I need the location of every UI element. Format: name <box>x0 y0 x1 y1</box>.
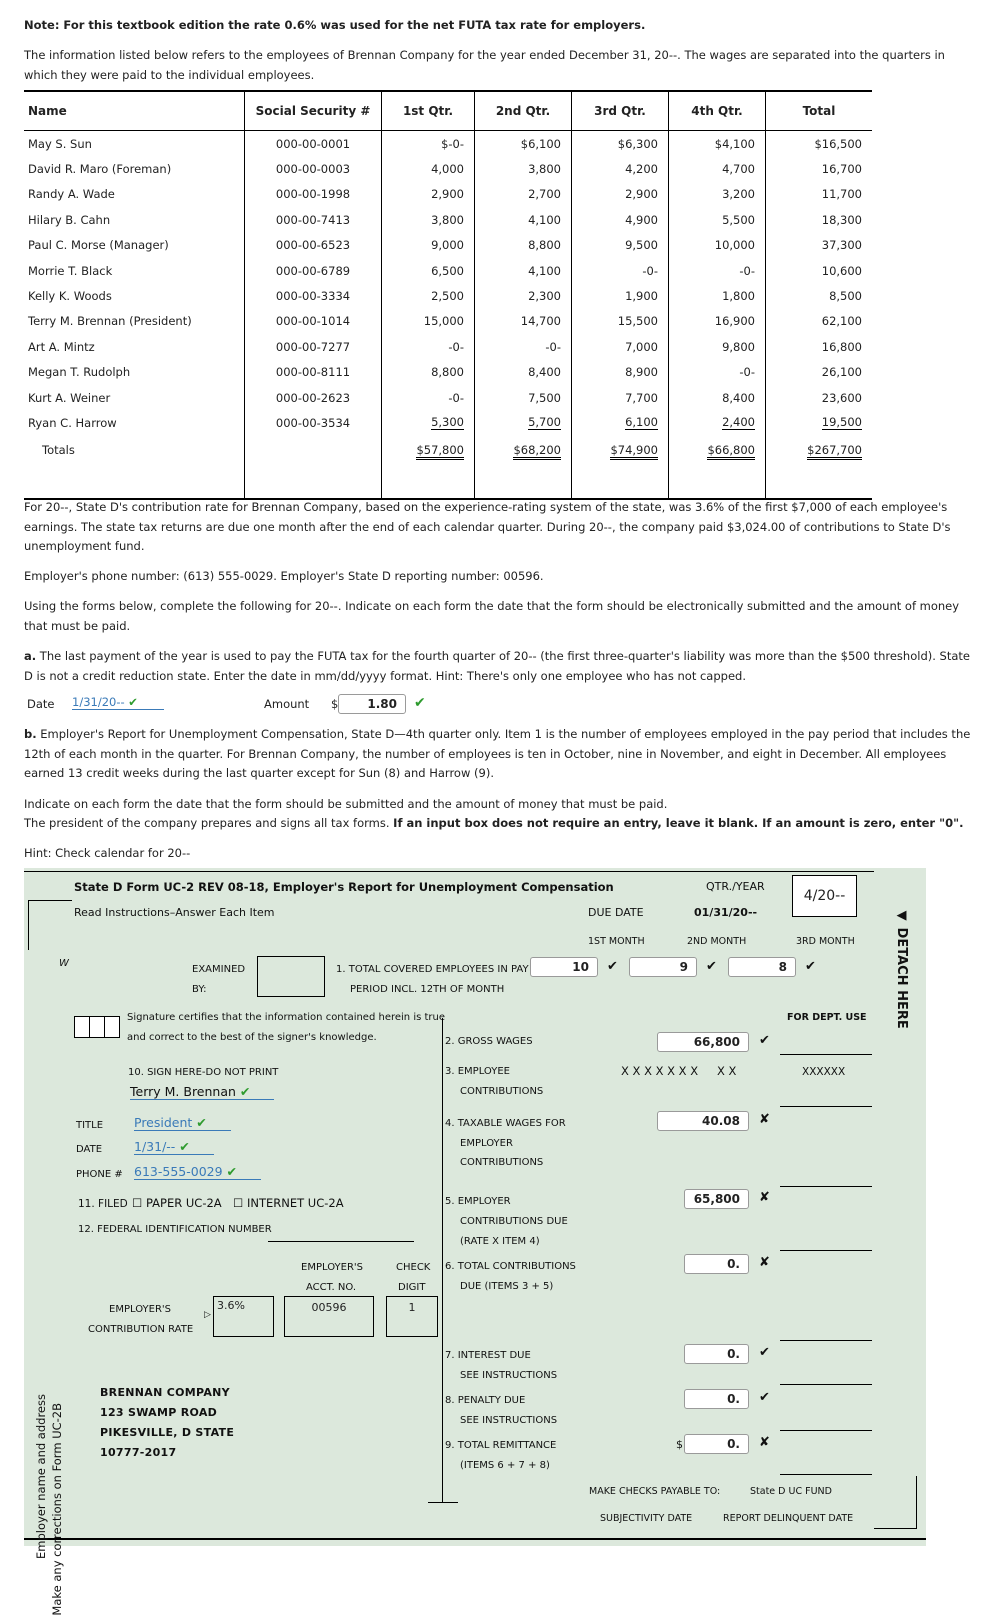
totals-value: $68,200 <box>513 443 561 460</box>
table-cell: 000-00-3534 <box>245 410 382 435</box>
part-a-date-field[interactable] <box>72 695 164 710</box>
remittance-dollar: $ <box>676 1438 683 1451</box>
rate-label-1: EMPLOYER'S <box>109 1304 171 1315</box>
totals-cell <box>572 436 669 464</box>
table-cell: 7,000 <box>572 334 669 359</box>
note-text: Note: For this textbook edition the rate 0.6% was used for the net FUTA tax rate for employers. <box>24 18 646 32</box>
signature-boxes <box>74 1016 120 1038</box>
table-cell: -0- <box>572 258 669 283</box>
item3-label: 3. EMPLOYEE <box>445 1066 510 1077</box>
table-cell: 10,600 <box>821 263 862 278</box>
table-cell: 9,500 <box>572 233 669 258</box>
table-cell: $6,300 <box>572 131 669 157</box>
item1-label: 1. TOTAL COVERED EMPLOYEES IN PAY <box>336 964 529 975</box>
taxable-wages-input[interactable]: 40.08 <box>657 1111 749 1131</box>
form-title: State D Form UC-2 REV 08-18, Employer's Report for Unemployment Compensation <box>74 880 614 894</box>
table-cell: -0- <box>669 360 766 385</box>
table-bottom-row <box>24 464 872 499</box>
totals-cell <box>475 436 572 464</box>
table-cell: 4,000 <box>382 156 475 181</box>
item8-label: 8. PENALTY DUE <box>445 1395 526 1406</box>
table-cell <box>766 464 873 499</box>
item1-sublabel: PERIOD INCL. 12TH OF MONTH <box>350 984 505 995</box>
examined-by-label: BY: <box>192 984 207 995</box>
table-cell: 11,700 <box>821 187 862 202</box>
part-a-dollar: $ <box>331 697 339 711</box>
table-cell: Ryan C. Harrow <box>24 410 245 435</box>
totals-value: $66,800 <box>707 443 755 460</box>
total-contributions-input[interactable]: 0. <box>684 1254 749 1274</box>
month-2-label: 2ND MONTH <box>687 936 747 947</box>
col-header-q3: 3rd Qtr. <box>572 91 669 131</box>
table-cell: 2,500 <box>382 283 475 308</box>
col-header-name: Name <box>24 91 245 131</box>
table-cell: 000-00-3334 <box>245 283 382 308</box>
blank-entry-instruction: If an input box does not require an entry, leave it blank. If an amount is zero, enter "0". <box>393 816 964 830</box>
check-icon: ✔ <box>196 1115 207 1130</box>
company-street: 123 SWAMP ROAD <box>100 1406 218 1419</box>
date-label: DATE <box>76 1144 103 1155</box>
date-field[interactable] <box>134 1139 214 1155</box>
table-cell: 000-00-2623 <box>245 385 382 410</box>
table-row <box>24 131 872 157</box>
title-label: TITLE <box>76 1120 104 1131</box>
table-cell: 000-00-6789 <box>245 258 382 283</box>
table-cell-value: 5,300 <box>431 415 464 430</box>
col-header-q2: 2nd Qtr. <box>475 91 572 131</box>
table-cell: Kurt A. Weiner <box>24 385 245 410</box>
due-date-label: DUE DATE <box>588 906 644 919</box>
part-b-text: Employer's Report for Unemployment Compensation, State D—4th quarter only. Item 1 is the number of employees employed in the pay period that includes the 12th of each month in the quarter. For Brennan Company, the number of employees is ten in October, nine in November, and eight in December. All employees earned 13 credit weeks during the last quarter except for Sun (8) and Harrow (9). <box>24 727 971 780</box>
state-rate-paragraph: For 20--, State D's contribution rate for Brennan Company, based on the experience-rating system of the state, was 3.6% of the first $7,000 of each employee's earnings. The state tax returns are due one month after the end of each calendar quarter. During 20--, the company paid $3,024.00 of contributions to State D's unemployment fund. <box>24 500 951 553</box>
pointer-icon: ▷ <box>204 1310 211 1320</box>
item6-sublabel: DUE (ITEMS 3 + 5) <box>460 1281 554 1292</box>
table-row <box>24 360 872 385</box>
contribution-rate-box: 3.6% <box>213 1296 274 1337</box>
employees-month-1-input[interactable]: 10 <box>530 957 598 977</box>
table-cell: 3,800 <box>382 207 475 232</box>
indicate-paragraph: Indicate on each form the date that the form should be submitted and the amount of money that must be paid. <box>24 797 668 811</box>
table-cell-value: 6,100 <box>625 415 658 430</box>
table-cell <box>766 410 873 435</box>
table-cell: 8,900 <box>572 360 669 385</box>
totals-value: $267,700 <box>807 443 862 460</box>
table-cell: 000-00-0001 <box>245 131 382 157</box>
table-cell: 37,300 <box>821 238 862 253</box>
signature-cert-line-2: and correct to the best of the signer's knowledge. <box>127 1032 377 1043</box>
table-cell-value: 19,500 <box>821 415 862 430</box>
table-cell: 000-00-7277 <box>245 334 382 359</box>
president-text: The president of the company prepares and signs all tax forms. <box>24 816 394 830</box>
check-icon: ✔ <box>759 1033 770 1048</box>
table-cell: Megan T. Rudolph <box>24 360 245 385</box>
item5-sublabel-1: CONTRIBUTIONS DUE <box>460 1216 568 1227</box>
table-row <box>24 258 872 283</box>
check-icon: ✔ <box>759 1390 770 1405</box>
item3-xs-2: X X <box>717 1064 737 1078</box>
part-a-date-label: Date <box>27 697 55 711</box>
table-cell: -0- <box>382 334 475 359</box>
table-cell <box>245 464 382 499</box>
item9-label: 9. TOTAL REMITTANCE <box>445 1440 557 1451</box>
table-cell: 15,500 <box>572 309 669 334</box>
table-cell-value: 2,400 <box>722 415 755 430</box>
phone-value: 613-555-0029 <box>134 1164 223 1179</box>
col-header-total: Total <box>766 91 873 131</box>
table-cell: 000-00-6523 <box>245 233 382 258</box>
table-row <box>24 283 872 308</box>
interest-due-input[interactable]: 0. <box>684 1344 749 1364</box>
table-cell: Terry M. Brennan (President) <box>24 309 245 334</box>
table-cell: 8,500 <box>829 289 862 304</box>
table-row <box>24 385 872 410</box>
part-a-amount-label: Amount <box>264 697 310 711</box>
table-cell: 4,200 <box>572 156 669 181</box>
table-cell: 16,700 <box>821 162 862 177</box>
table-cell <box>382 410 475 435</box>
signature-cert-line-1: Signature certifies that the information contained herein is true <box>127 1012 446 1023</box>
table-cell: 62,100 <box>821 314 862 329</box>
table-cell: 1,800 <box>669 283 766 308</box>
check-digit-label-1: CHECK <box>396 1262 431 1273</box>
table-cell: 23,600 <box>821 390 862 405</box>
check-icon: ✔ <box>179 1139 190 1154</box>
item8-sublabel: SEE INSTRUCTIONS <box>460 1415 558 1426</box>
item7-sublabel: SEE INSTRUCTIONS <box>460 1370 558 1381</box>
part-a-paragraph <box>24 647 974 686</box>
employees-month-3-input[interactable]: 8 <box>728 957 796 977</box>
table-cell: 8,800 <box>382 360 475 385</box>
table-cell: Hilary B. Cahn <box>24 207 245 232</box>
acct-label-2: ACCT. NO. <box>306 1282 357 1293</box>
table-cell: 2,300 <box>475 283 572 308</box>
col-header-ssn: Social Security # <box>245 91 382 131</box>
part-a-text: The last payment of the year is used to pay the FUTA tax for the fourth quarter of 20-- (the first three-quarter's liability was more than the $500 threshold). State D is not a credit reduction state. Enter the date in mm/dd/yyyy format. Hint: There's only one employee who has not capped. <box>24 649 970 683</box>
part-a-label: a. <box>24 649 37 663</box>
side-text-corrections: Make any corrections on Form UC-2B <box>50 1403 64 1616</box>
qtr-year-value: 4/20-- <box>792 875 857 917</box>
total-remittance-input[interactable]: 0. <box>684 1434 749 1454</box>
table-cell-value: 5,700 <box>528 415 561 430</box>
table-cell: -0- <box>382 385 475 410</box>
item3-xs-3: XXXXXX <box>802 1066 846 1078</box>
check-icon: ✔ <box>607 959 618 974</box>
table-cell: 6,500 <box>382 258 475 283</box>
x-icon: ✘ <box>759 1435 770 1450</box>
totals-label: Totals <box>24 436 245 464</box>
payable-value: State D UC FUND <box>750 1486 832 1497</box>
date-value: 1/31/-- <box>134 1139 176 1154</box>
item7-label: 7. INTEREST DUE <box>445 1350 531 1361</box>
check-icon: ✔ <box>706 959 717 974</box>
table-cell: 3,800 <box>475 156 572 181</box>
table-cell: Kelly K. Woods <box>24 283 245 308</box>
x-icon: ✘ <box>759 1255 770 1270</box>
acct-label-1: EMPLOYER'S <box>301 1262 363 1273</box>
part-a-date-value: 1/31/20-- <box>72 695 125 709</box>
report-delinquent-date-label: REPORT DELINQUENT DATE <box>723 1513 854 1524</box>
table-cell: Art A. Mintz <box>24 334 245 359</box>
table-cell: 15,000 <box>382 309 475 334</box>
table-row <box>24 309 872 334</box>
check-icon: ✔ <box>805 959 816 974</box>
table-cell <box>382 464 475 499</box>
table-row <box>24 334 872 359</box>
table-row <box>24 207 872 232</box>
employer-contributions-input[interactable]: 65,800 <box>684 1189 749 1209</box>
penalty-due-input[interactable]: 0. <box>684 1389 749 1409</box>
table-cell: 9,800 <box>669 334 766 359</box>
item3-sublabel: CONTRIBUTIONS <box>460 1086 544 1097</box>
employees-month-2-input[interactable]: 9 <box>629 957 697 977</box>
item10-label: 10. SIGN HERE-DO NOT PRINT <box>128 1067 279 1078</box>
totals-value: $74,900 <box>610 443 658 460</box>
table-cell: 5,500 <box>669 207 766 232</box>
table-cell: 9,000 <box>382 233 475 258</box>
month-3-label: 3RD MONTH <box>796 936 855 947</box>
form-read-instructions: Read Instructions–Answer Each Item <box>74 906 275 919</box>
for-dept-use-label: FOR DEPT. USE <box>787 1012 867 1023</box>
title-value: President <box>134 1115 193 1130</box>
table-cell: 2,900 <box>572 182 669 207</box>
check-icon: ✔ <box>414 695 426 711</box>
detach-here: ◀ DETACH HERE <box>894 908 909 1029</box>
phone-label: PHONE # <box>76 1169 123 1180</box>
item5-label: 5. EMPLOYER <box>445 1196 511 1207</box>
table-cell: 000-00-1998 <box>245 182 382 207</box>
item5-sublabel-2: (RATE X ITEM 4) <box>460 1236 540 1247</box>
hint-text: Hint: Check calendar for 20-- <box>24 846 191 860</box>
subjectivity-date-label: SUBJECTIVITY DATE <box>600 1513 693 1524</box>
item4-sublabel-2: CONTRIBUTIONS <box>460 1157 544 1168</box>
table-cell: 7,500 <box>475 385 572 410</box>
table-cell <box>572 410 669 435</box>
table-cell: 2,900 <box>382 182 475 207</box>
table-cell: 16,800 <box>821 339 862 354</box>
examined-label: EXAMINED <box>192 964 246 975</box>
w-mark: W <box>59 958 69 969</box>
totals-row <box>24 436 872 464</box>
company-zip: 10777-2017 <box>100 1446 177 1459</box>
phone-paragraph: Employer's phone number: (613) 555-0029. Employer's State D reporting number: 00596. <box>24 569 544 583</box>
table-cell: 1,900 <box>572 283 669 308</box>
table-cell: 4,100 <box>475 207 572 232</box>
intro-text: The information listed below refers to the employees of Brennan Company for the year ended December 31, 20--. The wages are separated into the quarters in which they were paid to the individual employees. <box>24 48 945 82</box>
table-cell: David R. Maro (Foreman) <box>24 156 245 181</box>
table-cell: Randy A. Wade <box>24 182 245 207</box>
table-cell <box>572 464 669 499</box>
table-cell: 16,900 <box>669 309 766 334</box>
table-cell: 8,800 <box>475 233 572 258</box>
part-a-amount-input[interactable]: 1.80 <box>338 694 406 714</box>
table-cell: Morrie T. Black <box>24 258 245 283</box>
payable-label: MAKE CHECKS PAYABLE TO: <box>589 1486 721 1497</box>
table-cell: 000-00-1014 <box>245 309 382 334</box>
totals-cell <box>766 436 873 464</box>
table-cell: 7,700 <box>572 385 669 410</box>
table-cell: $6,100 <box>475 131 572 157</box>
item12-label: 12. FEDERAL IDENTIFICATION NUMBER <box>78 1224 272 1235</box>
table-cell: 2,700 <box>475 182 572 207</box>
table-cell: 8,400 <box>475 360 572 385</box>
item4-label: 4. TAXABLE WAGES FOR <box>445 1118 566 1129</box>
table-cell <box>475 410 572 435</box>
table-cell <box>24 464 245 499</box>
table-row <box>24 233 872 258</box>
table-cell: $16,500 <box>814 136 862 151</box>
month-1-label: 1ST MONTH <box>588 936 645 947</box>
table-cell: 4,700 <box>669 156 766 181</box>
totals-cell <box>382 436 475 464</box>
totals-value: $57,800 <box>416 443 464 460</box>
totals-cell <box>669 436 766 464</box>
detach-here-label: DETACH HERE <box>894 927 909 1029</box>
check-digit-box: 1 <box>386 1296 438 1337</box>
table-cell: 14,700 <box>475 309 572 334</box>
table-row <box>24 156 872 181</box>
table-cell: 18,300 <box>821 212 862 227</box>
table-cell <box>475 464 572 499</box>
item6-label: 6. TOTAL CONTRIBUTIONS <box>445 1261 576 1272</box>
table-cell: $4,100 <box>669 131 766 157</box>
part-b-label: b. <box>24 727 37 741</box>
table-cell: May S. Sun <box>24 131 245 157</box>
item4-sublabel-1: EMPLOYER <box>460 1138 513 1149</box>
due-date-value: 01/31/20-- <box>694 906 758 919</box>
check-digit-label-2: DIGIT <box>398 1282 426 1293</box>
rate-label-2: CONTRIBUTION RATE <box>88 1324 194 1335</box>
item3-xs-1: X X X X X X X <box>621 1064 699 1078</box>
gross-wages-input[interactable]: 66,800 <box>657 1032 749 1052</box>
table-cell: 3,200 <box>669 182 766 207</box>
table-cell: 4,100 <box>475 258 572 283</box>
table-row <box>24 182 872 207</box>
table-cell: Paul C. Morse (Manager) <box>24 233 245 258</box>
table-cell: 000-00-7413 <box>245 207 382 232</box>
table-cell: $-0- <box>382 131 475 157</box>
col-header-q4: 4th Qtr. <box>669 91 766 131</box>
check-icon: ✔ <box>226 1164 238 1179</box>
table-cell: 000-00-8111 <box>245 360 382 385</box>
check-icon: ✔ <box>759 1345 770 1360</box>
title-field[interactable] <box>134 1115 231 1131</box>
qtr-year-label: QTR./YEAR <box>706 880 765 893</box>
table-cell <box>669 410 766 435</box>
x-icon: ✘ <box>759 1190 770 1205</box>
company-name: BRENNAN COMPANY <box>100 1386 230 1399</box>
forms-paragraph: Using the forms below, complete the following for 20--. Indicate on each form the date that the form should be electronically submitted and the amount of money that must be paid. <box>24 599 960 633</box>
totals-cell <box>245 436 382 464</box>
side-text-name-address: Employer name and address <box>34 1394 48 1560</box>
col-header-q1: 1st Qtr. <box>382 91 475 131</box>
uc2-form <box>24 868 926 1616</box>
table-cell: 000-00-0003 <box>245 156 382 181</box>
table-row <box>24 410 872 435</box>
table-cell: -0- <box>669 258 766 283</box>
x-icon: ✘ <box>759 1112 770 1127</box>
item2-label: 2. GROSS WAGES <box>445 1036 533 1047</box>
internet-checkbox[interactable]: ☐ INTERNET UC-2A <box>233 1196 344 1210</box>
wages-table <box>24 90 872 500</box>
table-cell: -0- <box>475 334 572 359</box>
paper-checkbox[interactable]: ☐ PAPER UC-2A <box>132 1196 222 1210</box>
table-cell: 4,900 <box>572 207 669 232</box>
item9-sublabel: (ITEMS 6 + 7 + 8) <box>460 1460 550 1471</box>
check-icon: ✔ <box>128 695 138 709</box>
acct-number-box: 00596 <box>284 1296 374 1337</box>
signature-value: Terry M. Brennan <box>130 1084 236 1099</box>
table-cell <box>669 464 766 499</box>
examined-box <box>257 956 325 997</box>
president-paragraph <box>24 814 974 834</box>
table-cell: 26,100 <box>821 365 862 380</box>
item11-label: 11. FILED <box>78 1198 128 1210</box>
part-b-paragraph <box>24 725 974 784</box>
phone-field[interactable] <box>134 1164 261 1180</box>
table-cell: 8,400 <box>669 385 766 410</box>
check-icon: ✔ <box>239 1084 251 1099</box>
table-cell: 10,000 <box>669 233 766 258</box>
company-city: PIKESVILLE, D STATE <box>100 1426 235 1439</box>
signature-field[interactable] <box>130 1084 274 1100</box>
